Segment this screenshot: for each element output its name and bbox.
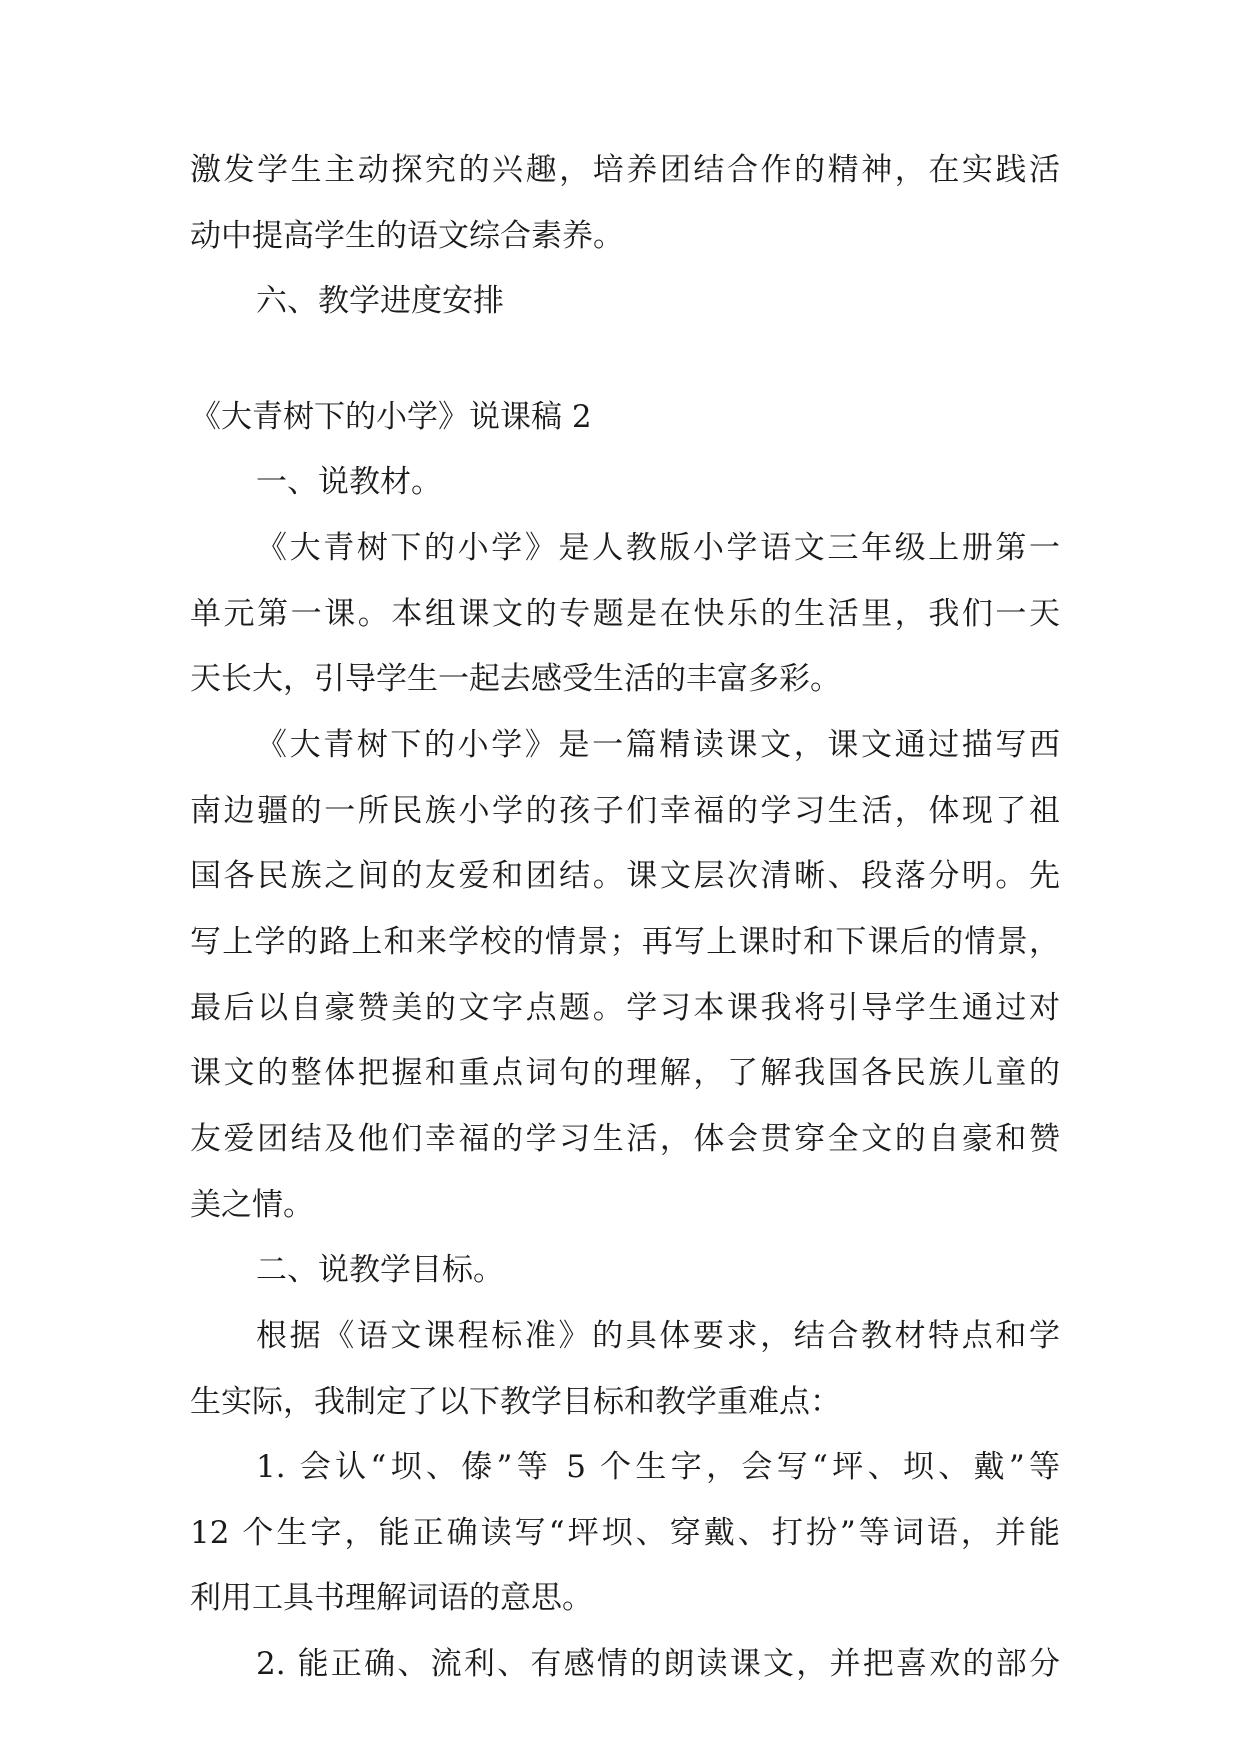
list-item: 1. 会认“坝、傣”等 5 个生字，会写“坪、坝、戴”等 xyxy=(256,1449,1060,1485)
text-line: 友爱团结及他们幸福的学习生活，体会贯穿全文的自豪和赞 xyxy=(190,1121,1060,1157)
text-line: 最后以自豪赞美的文字点题。学习本课我将引导学生通过对 xyxy=(190,990,1060,1026)
text-line: 利用工具书理解词语的意思。 xyxy=(190,1580,593,1616)
text-line: 生实际，我制定了以下教学目标和教学重难点： xyxy=(190,1384,841,1420)
text-line: 课文的整体把握和重点词句的理解，了解我国各民族儿童的 xyxy=(190,1055,1060,1091)
text-line: 《大青树下的小学》是人教版小学语文三年级上册第一 xyxy=(256,530,1060,566)
text-line: 激发学生主动探究的兴趣，培养团结合作的精神，在实践活 xyxy=(190,152,1060,188)
text-line: 南边疆的一所民族小学的孩子们幸福的学习生活，体现了祖 xyxy=(190,793,1060,829)
text-line: 12 个生字，能正确读写“坪坝、穿戴、打扮”等词语，并能 xyxy=(190,1515,1060,1551)
text-line: 动中提高学生的语文综合素养。 xyxy=(190,218,624,254)
document-title: 《大青树下的小学》说课稿 2 xyxy=(190,399,592,435)
text-line: 国各民族之间的友爱和团结。课文层次清晰、段落分明。先 xyxy=(190,858,1060,894)
text-line: 单元第一课。本组课文的专题是在快乐的生活里，我们一天 xyxy=(190,596,1060,632)
section-heading: 六、教学进度安排 xyxy=(256,283,504,319)
section-heading: 一、说教材。 xyxy=(256,464,442,500)
text-line: 根据《语文课程标准》的具体要求，结合教材特点和学 xyxy=(256,1318,1060,1354)
text-line: 写上学的路上和来学校的情景；再写上课时和下课后的情景， xyxy=(190,924,1060,960)
list-item: 2. 能正确、流利、有感情的朗读课文，并把喜欢的部分 xyxy=(256,1646,1060,1682)
text-line: 《大青树下的小学》是一篇精读课文，课文通过描写西 xyxy=(256,727,1060,763)
text-line: 美之情。 xyxy=(190,1187,314,1223)
text-line: 天长大，引导学生一起去感受生活的丰富多彩。 xyxy=(190,661,841,697)
section-heading: 二、说教学目标。 xyxy=(256,1252,504,1288)
